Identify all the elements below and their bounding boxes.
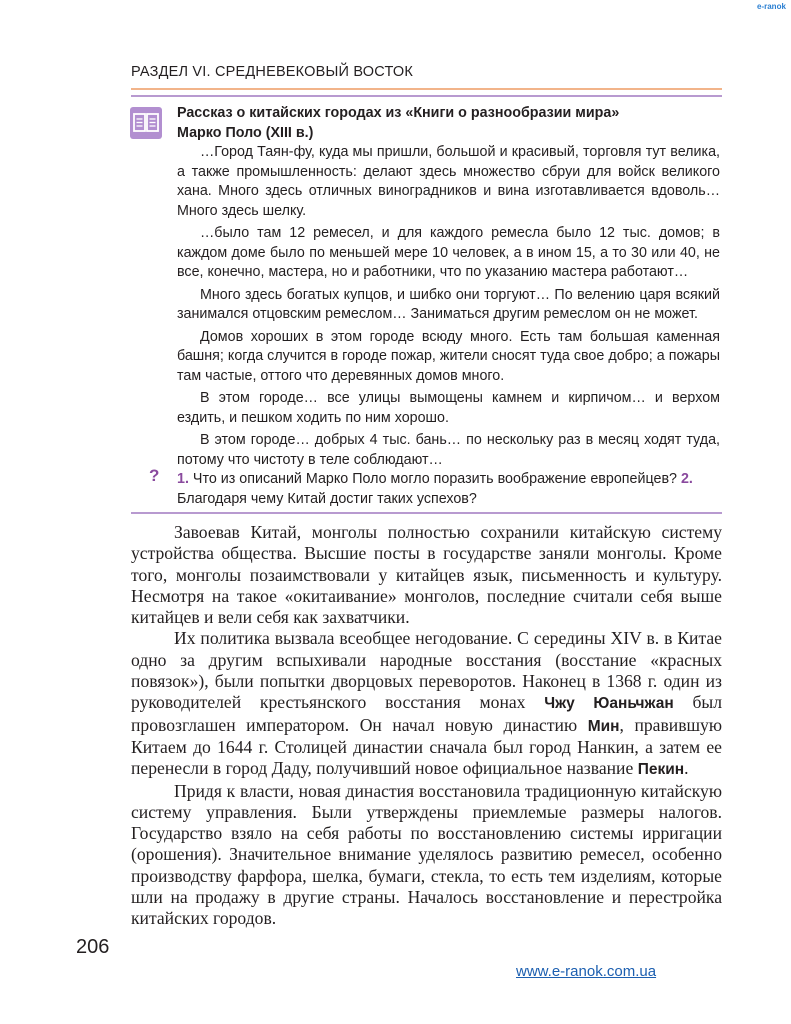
source-paragraph: Домов хороших в этом городе всюду много. Есть там большая каменная башня; когда случится в городе пожар, жители сносят туда свое добро; а пожары там частые, оттого что деревянных домов много. [177, 328, 720, 384]
source-author: Марко Поло (XIII в.) [177, 124, 314, 141]
source-paragraph: …Город Таян-фу, куда мы пришли, большой и красивый, торговля тут велика, а также промышленность: делают здесь множество сбруи для войск великого хана. Много здесь отличных виноградников и вина изготавливается вдоволь… Много здесь шелку. [177, 144, 720, 219]
source-excerpt [177, 104, 720, 470]
main-text-run: , правившую Китаем до 1644 г. Столицей династии сначала был город Нанкин, а затем ее перенесли в город Даду, получивший новое официальное название [131, 714, 722, 779]
questions-block [177, 469, 720, 509]
question-mark-icon: ? [149, 466, 160, 485]
website-link[interactable]: www.e-ranok.com.ua [516, 963, 657, 980]
source-paragraph: …было там 12 ремесел, и для каждого ремесла было 12 тыс. домов; в каждом доме было по меньшей мере 10 человек, а в ином 15, а то 30 или 40, не все, конечно, мастера, но и работники, что по указанию мастера работают… [177, 225, 720, 280]
source-title: Рассказ о китайских городах из «Книги о разнообразии мира» [177, 105, 620, 121]
term-zhu-yuanzhang: Чжу Юаньчжан [544, 695, 674, 713]
main-text-run: . [684, 758, 689, 779]
publisher-logo: e-ranok [757, 2, 786, 11]
main-paragraph [131, 628, 722, 780]
question-2-number: 2. [680, 471, 693, 487]
main-paragraph: Придя к власти, новая династия восстановила традиционную китайскую систему управления. Были утверждены приемлемые размеры налогов. Государство взяло на себя работы по восстановлению системы ирригации (орошения). Значительное внимание уделялось развитию ремесел, особенно производству фарфора, шелка, бумаги, стекла, то есть тем изделиям, которые шли на продажу в другие страны. Началось восстановление и перестройка китайских городов. [131, 780, 722, 929]
main-text-run: был провозглашен императором. Он начал новую династию [131, 692, 722, 735]
question-2-text: Благодаря чему Китай достиг таких успехов? [177, 491, 477, 507]
header-divider-orange [131, 88, 722, 90]
main-text [131, 522, 722, 930]
main-paragraph: Завоевав Китай, монголы полностью сохранили китайскую систему устройства общества. Высшие посты в государстве заняли монголы. Кроме того, монголы позаимствовали у китайцев язык, письменность и культуру. Несмотря на такое «окитаивание» монголов, последние считали себя выше китайцев и вели себя как захватчики. [131, 522, 722, 628]
header-divider-purple [131, 95, 722, 97]
source-paragraph: В этом городе… добрых 4 тыс. бань… по нескольку раз в месяц ходят туда, потому что чистоту в теле соблюдают… [177, 432, 720, 468]
question-1-number: 1. [177, 471, 189, 487]
source-paragraph: Много здесь богатых купцов, и шибко они торгуют… По велению царя всякий занимался отцовским ремеслом… Заниматься другим ремеслом он не может. [177, 286, 720, 322]
book-icon [130, 107, 162, 139]
source-paragraph: В этом городе… все улицы вымощены камнем и кирпичом… и верхом ездить, и пешком ходить по ним хорошо. [177, 390, 720, 426]
source-bottom-divider [131, 512, 722, 514]
term-beijing: Пекин [637, 761, 685, 779]
question-1-text: Что из описаний Марко Поло могло поразить воображение европейцев? [192, 471, 677, 487]
page-number: 206 [76, 936, 110, 958]
main-text-run: Их политика вызвала всеобщее негодование. С середины XIV в. в Китае одно за другим вспыхивали народные восстания (восстание «красных повязок»), были попытки дворцовых переворотов. Наконец в 1368 г. один из руководителей крестьянского восстания монах [131, 628, 722, 713]
section-title: РАЗДЕЛ VI. СРЕДНЕВЕКОВЫЙ ВОСТОК [131, 64, 413, 80]
term-ming: Мин [587, 717, 620, 735]
